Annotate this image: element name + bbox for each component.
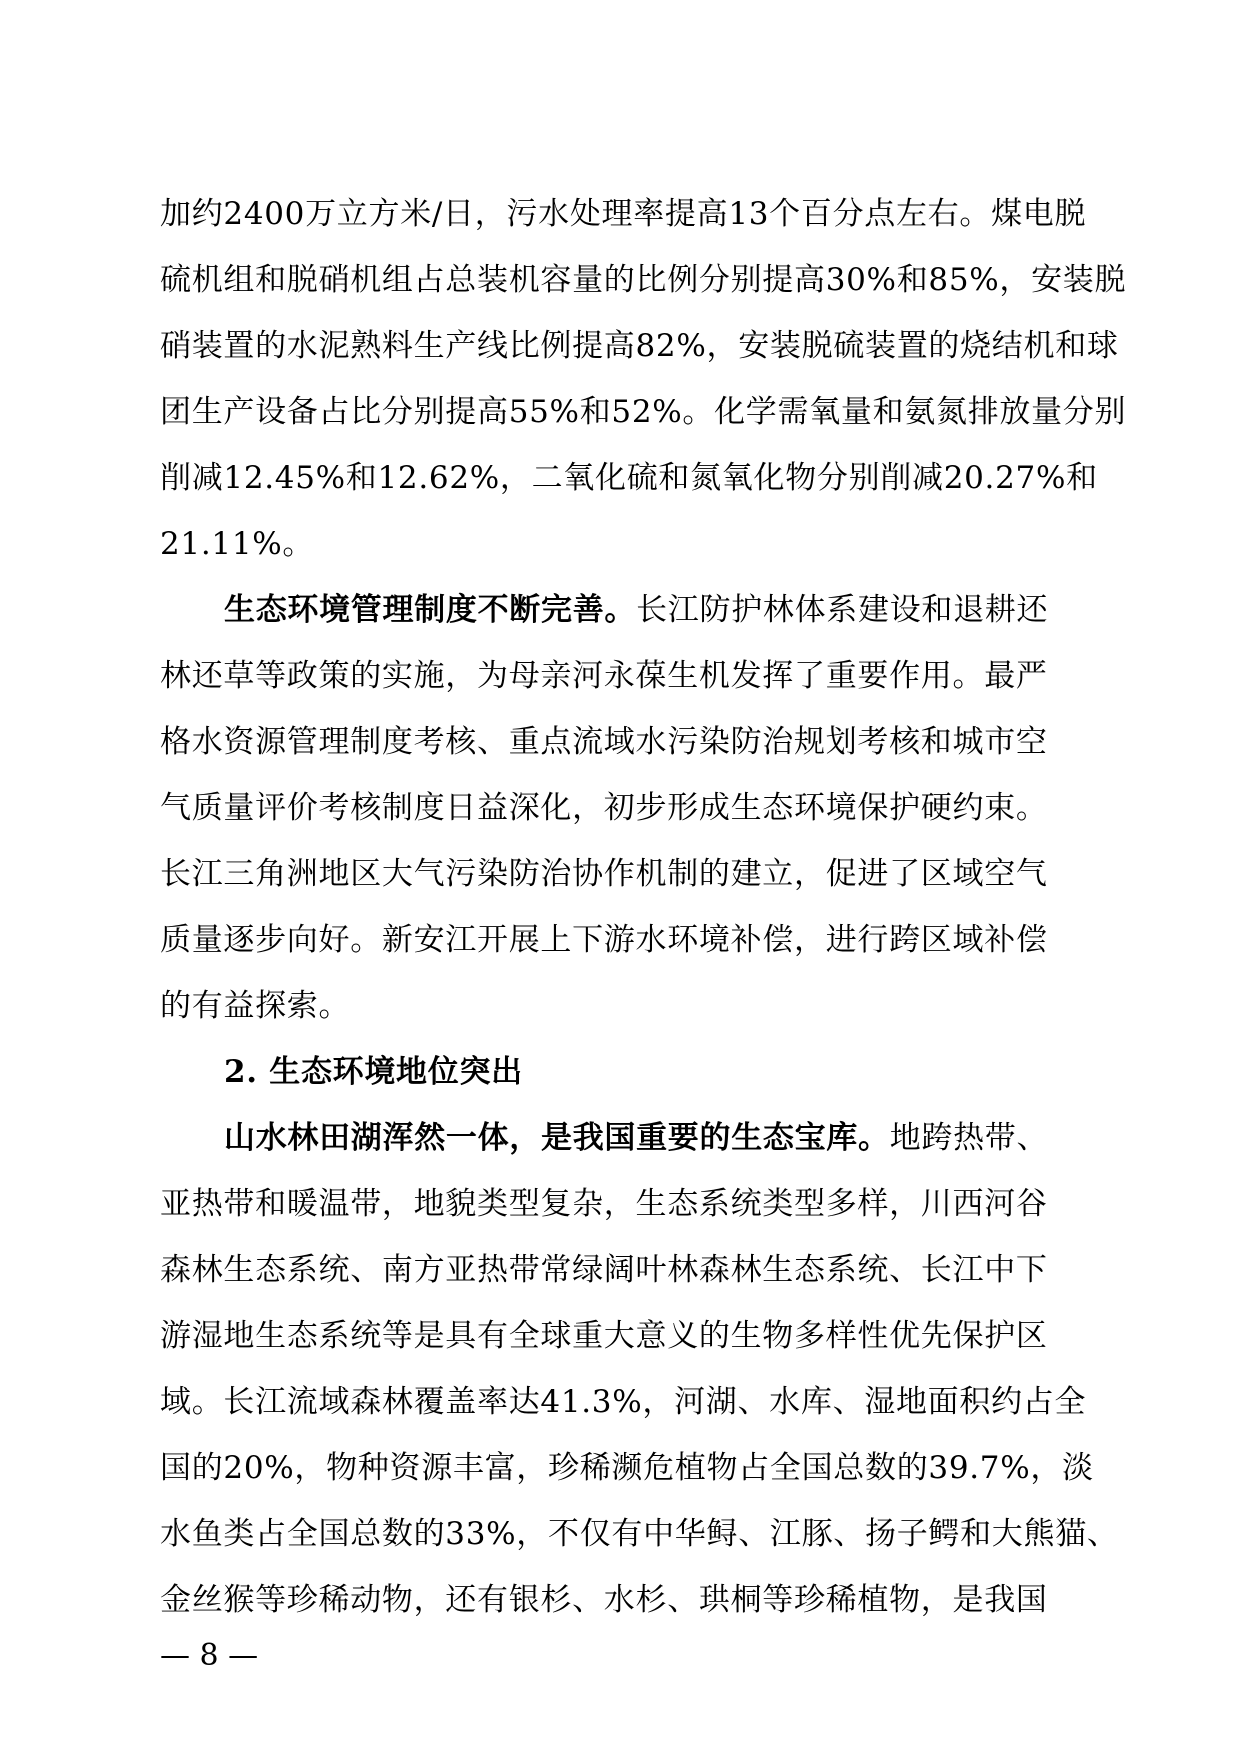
- paragraph-1-line-2: 硫机组和脱硝机组占总装机容量的比例分别提高30%和85%，安装脱: [160, 262, 1127, 298]
- paragraph-1-line-3: 硝装置的水泥熟料生产线比例提高82%，安装脱硫装置的烧结机和球: [160, 328, 1119, 364]
- paragraph-3-line-4: 游湿地生态系统等是具有全球重大意义的生物多样性优先保护区: [160, 1318, 1048, 1354]
- paragraph-1-line-4: 团生产设备占比分别提高55%和52%。化学需氧量和氨氮排放量分别: [160, 394, 1127, 430]
- paragraph-2-lead: 生态环境管理制度不断完善。: [224, 592, 637, 628]
- paragraph-1-line-6: 21.11%。: [160, 526, 315, 562]
- paragraph-3-line-3: 森林生态系统、南方亚热带常绿阔叶林森林生态系统、长江中下: [160, 1252, 1048, 1288]
- paragraph-2-line-5: 长江三角洲地区大气污染防治协作机制的建立，促进了区域空气: [160, 856, 1048, 892]
- paragraph-3-line-6: 国的20%，物种资源丰富，珍稀濒危植物占全国总数的39.7%，淡: [160, 1450, 1094, 1486]
- paragraph-3-line-2: 亚热带和暖温带，地貌类型复杂，生态系统类型多样，川西河谷: [160, 1186, 1048, 1222]
- paragraph-2-line-2: 林还草等政策的实施，为母亲河永葆生机发挥了重要作用。最严: [160, 658, 1048, 694]
- paragraph-2-line-7: 的有益探索。: [160, 988, 351, 1024]
- paragraph-1-line-1: 加约2400万立方米/日，污水处理率提高13个百分点左右。煤电脱: [160, 196, 1087, 232]
- paragraph-3-line-1: [224, 1116, 1080, 1160]
- paragraph-3-lead: 山水林田湖浑然一体，是我国重要的生态宝库。: [224, 1120, 890, 1156]
- section-heading: 2. 生态环境地位突出: [224, 1054, 523, 1090]
- paragraph-3-line-5: 域。长江流域森林覆盖率达41.3%，河湖、水库、湿地面积约占全: [160, 1384, 1087, 1420]
- paragraph-1-line-5: 削减12.45%和12.62%，二氧化硫和氮氧化物分别削减20.27%和: [160, 460, 1098, 496]
- paragraph-2-line-3: 格水资源管理制度考核、重点流域水污染防治规划考核和城市空: [160, 724, 1048, 760]
- paragraph-2-line-6: 质量逐步向好。新安江开展上下游水环境补偿，进行跨区域补偿: [160, 922, 1048, 958]
- paragraph-2-line-1-text: 长江防护林体系建设和退耕还: [636, 592, 1049, 628]
- paragraph-3-line-7: 水鱼类占全国总数的33%，不仅有中华鲟、江豚、扬子鳄和大熊猫、: [160, 1516, 1119, 1552]
- paragraph-3-line-1-text: 地跨热带、: [889, 1120, 1049, 1156]
- page-number: — 8 —: [160, 1638, 259, 1673]
- paragraph-2-line-4: 气质量评价考核制度日益深化，初步形成生态环境保护硬约束。: [160, 790, 1048, 826]
- paragraph-2-line-1: [224, 588, 1080, 632]
- paragraph-3-line-8: 金丝猴等珍稀动物，还有银杉、水杉、珙桐等珍稀植物，是我国: [160, 1582, 1048, 1618]
